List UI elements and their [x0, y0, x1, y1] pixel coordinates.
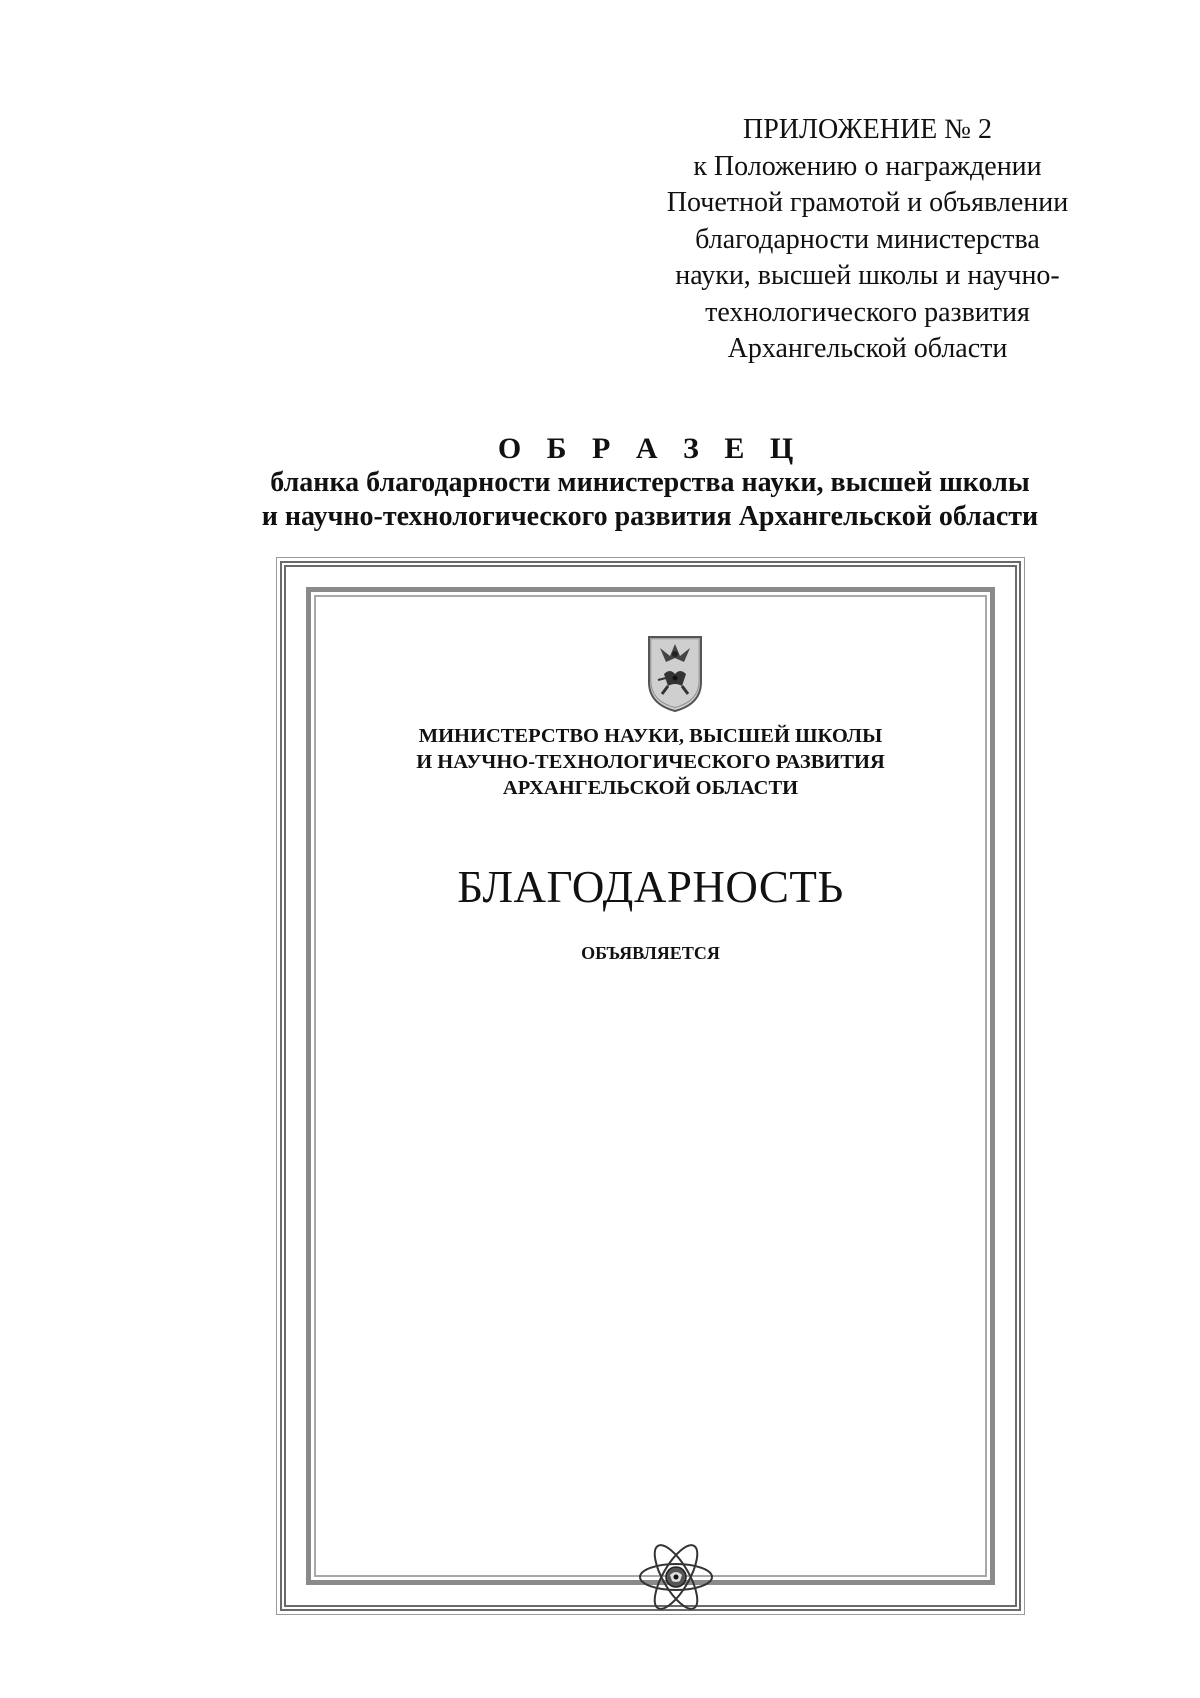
gratitude-blank-frame	[280, 561, 1021, 1611]
appendix-line: технологического развития	[705, 296, 1030, 328]
sample-heading	[180, 432, 1120, 534]
appendix-line: благодарности министерства	[695, 223, 1040, 255]
ministry-name-line: АРХАНГЕЛЬСКОЙ ОБЛАСТИ	[502, 777, 799, 799]
sample-title: О Б Р А З Е Ц	[497, 432, 803, 465]
appendix-line: Почетной грамотой и объявлении	[666, 187, 1069, 218]
gratitude-blank-inner-border	[306, 587, 995, 1585]
appendix-header	[640, 112, 1095, 368]
ministry-name-line: И НАУЧНО-ТЕХНОЛОГИЧЕСКОГО РАЗВИТИЯ	[416, 751, 885, 773]
gratitude-title: БЛАГОДАРНОСТЬ	[457, 862, 844, 912]
ministry-name-line: МИНИСТЕРСТВО НАУКИ, ВЫСШЕЙ ШКОЛЫ	[418, 725, 883, 747]
appendix-title: ПРИЛОЖЕНИЕ № 2	[743, 114, 992, 145]
appendix-line: науки, высшей школы и научно-	[675, 260, 1060, 291]
sample-description-line: и научно-технологического развития Архангельской области	[261, 501, 1039, 532]
atom-emblem-icon	[636, 1537, 716, 1617]
appendix-line: к Положению о награждении	[693, 150, 1042, 182]
ministry-name	[351, 723, 950, 801]
declared-subtitle: ОБЪЯВЛЯЕТСЯ	[581, 943, 720, 963]
archangel-coat-of-arms-icon	[646, 634, 704, 714]
appendix-line: Архангельской области	[727, 333, 1008, 364]
sample-description-line: бланка благодарности министерства науки, высшей школы	[270, 467, 1030, 498]
